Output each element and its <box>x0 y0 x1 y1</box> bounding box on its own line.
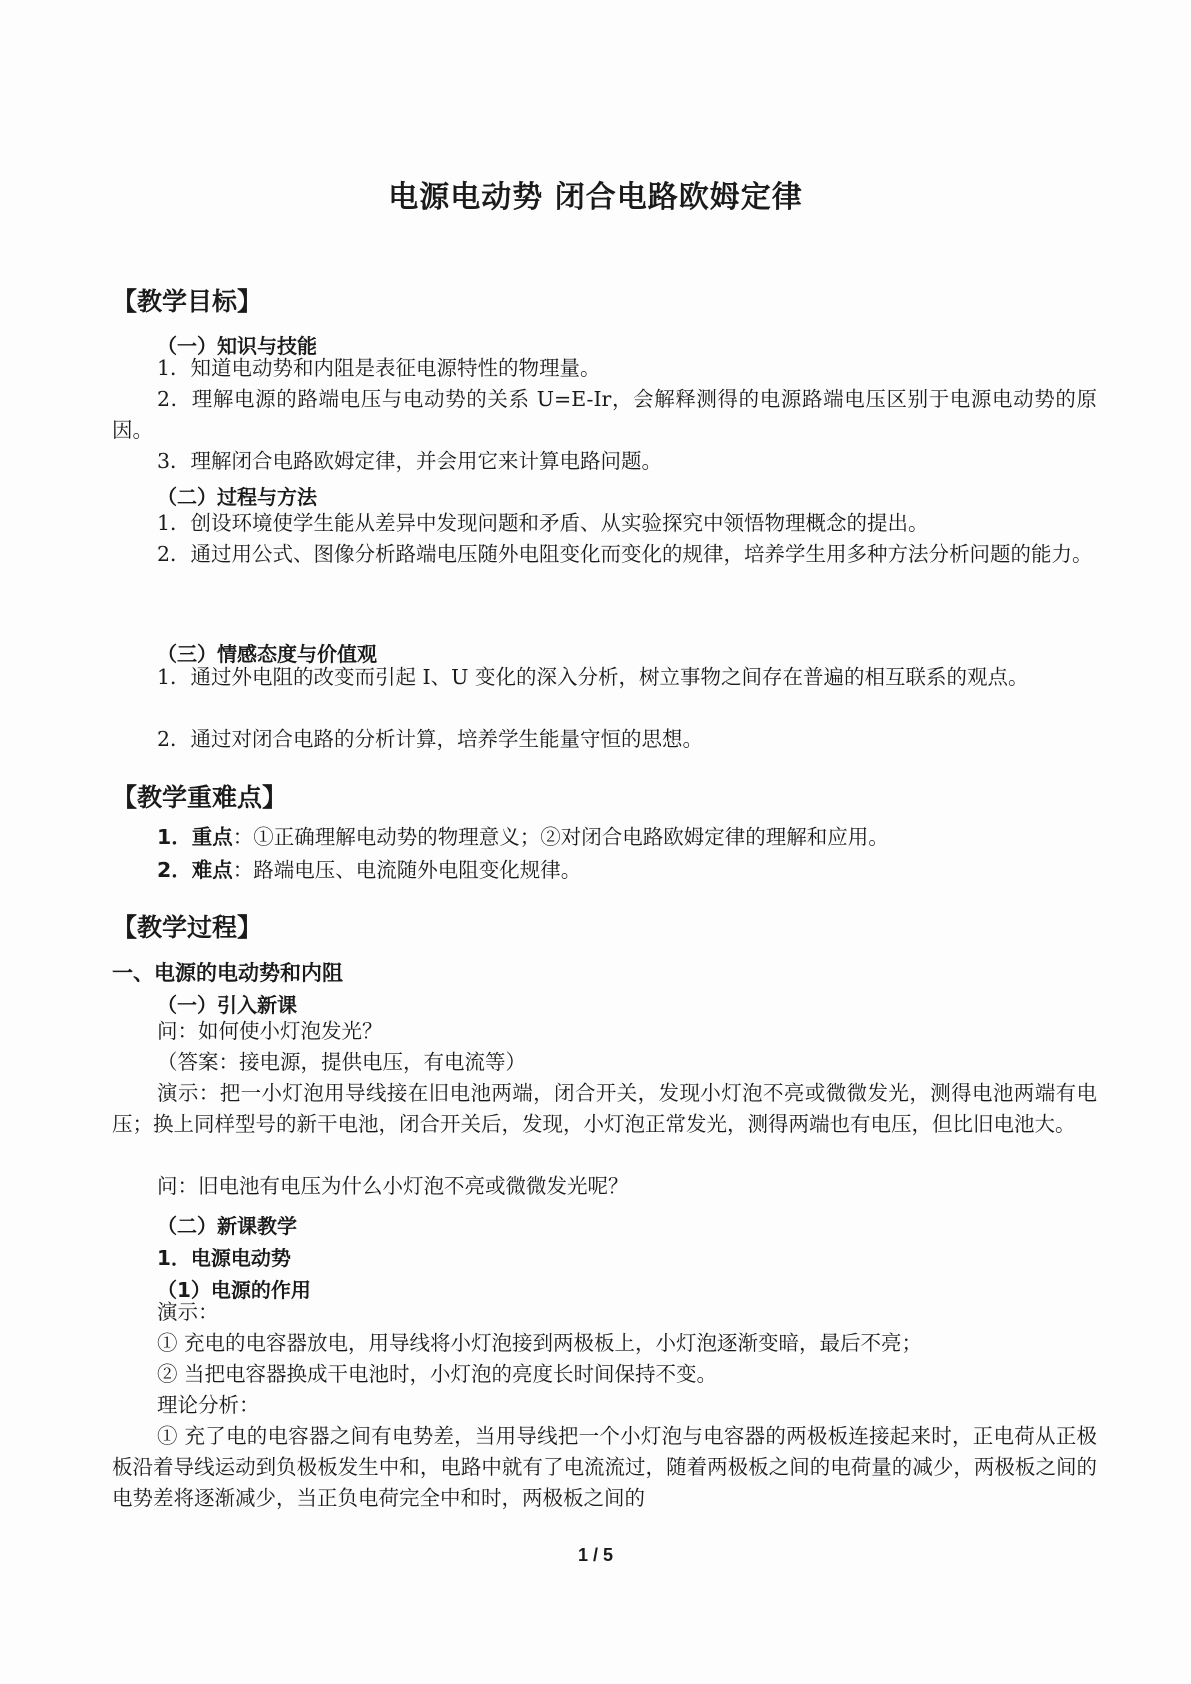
question-1: 问：如何使小灯泡发光？ <box>157 1019 383 1043</box>
analysis-label: 理论分析： <box>157 1393 260 1417</box>
new-lesson-heading: （二）新课教学 <box>157 1214 297 1238</box>
difficulty-text: ：路端电压、电流随外电阻变化规律。 <box>232 858 582 882</box>
process-heading: 【教学过程】 <box>112 913 263 942</box>
process-method-heading: （二）过程与方法 <box>157 485 317 509</box>
knowledge-item-3: 3．理解闭合电路欧姆定律，并会用它来计算电路问题。 <box>157 449 663 473</box>
difficulty-label: 2．难点 <box>157 858 233 882</box>
objectives-heading: 【教学目标】 <box>112 287 263 316</box>
process-item-1: 1．创设环境使学生能从差异中发现问题和矛盾、从实验探究中领悟物理概念的提出。 <box>157 511 929 535</box>
keypoints-heading: 【教学重难点】 <box>112 783 288 812</box>
attitude-item-1: 1．通过外电阻的改变而引起 I、U 变化的深入分析，树立事物之间存在普遍的相互联系的观点。 <box>157 665 1029 689</box>
attitude-item-2: 2．通过对闭合电路的分析计算，培养学生能量守恒的思想。 <box>157 727 704 751</box>
knowledge-item-2: 2．理解电源的路端电压与电动势的关系 U=E-Ir，会解释测得的电源路端电压区别于电源电动势的原因。 <box>112 387 1097 442</box>
emf-heading: 1．电源电动势 <box>157 1246 291 1270</box>
knowledge-item-1: 1．知道电动势和内阻是表征电源特性的物理量。 <box>157 356 601 380</box>
keypoint-focus <box>112 822 1097 853</box>
process-item-2: 2．通过用公式、图像分析路端电压随外电阻变化而变化的规律，培养学生用多种方法分析问题的能力。 <box>157 542 1093 566</box>
knowledge-heading: （一）知识与技能 <box>157 334 317 358</box>
question-2: 问：旧电池有电压为什么小灯泡不亮或微微发光呢？ <box>157 1174 629 1198</box>
attitude-heading: （三）情感态度与价值观 <box>157 642 377 666</box>
role-heading: （1）电源的作用 <box>157 1278 311 1302</box>
focus-text: ：①正确理解电动势的物理意义；②对闭合电路欧姆定律的理解和应用。 <box>232 825 889 849</box>
demo-1: 演示：把一小灯泡用导线接在旧电池两端，闭合开关，发现小灯泡不亮或微微发光，测得电池两端有电压；换上同样型号的新干电池，闭合开关后，发现，小灯泡正常发光，测得两端也有电压，但比旧电池大。 <box>112 1081 1097 1136</box>
analysis-text: ① 充了电的电容器之间有电势差，当用导线把一个小灯泡与电容器的两极板连接起来时，正电荷从正极板沿着导线运动到负极板发生中和，电路中就有了电流流过，随着两极板之间的电荷量的减少，两极板之间的电势差将逐渐减少，当正负电荷完全中和时，两极板之间的 <box>112 1424 1097 1510</box>
focus-label: 1．重点 <box>157 825 233 849</box>
answer-1: （答案：接电源，提供电压，有电流等） <box>157 1050 526 1074</box>
page-title: 电源电动势 闭合电路欧姆定律 <box>388 180 803 215</box>
demo-item-2: ② 当把电容器换成干电池时，小灯泡的亮度长时间保持不变。 <box>157 1362 718 1386</box>
demo-label: 演示： <box>157 1300 219 1324</box>
demo-item-1: ① 充电的电容器放电，用导线将小灯泡接到两极板上，小灯泡逐渐变暗，最后不亮； <box>157 1331 923 1355</box>
keypoint-difficulty <box>112 855 1097 886</box>
intro-heading: （一）引入新课 <box>157 993 297 1017</box>
part1-heading: 一、电源的电动势和内阻 <box>112 961 343 985</box>
page-number: 1 / 5 <box>577 1545 614 1565</box>
